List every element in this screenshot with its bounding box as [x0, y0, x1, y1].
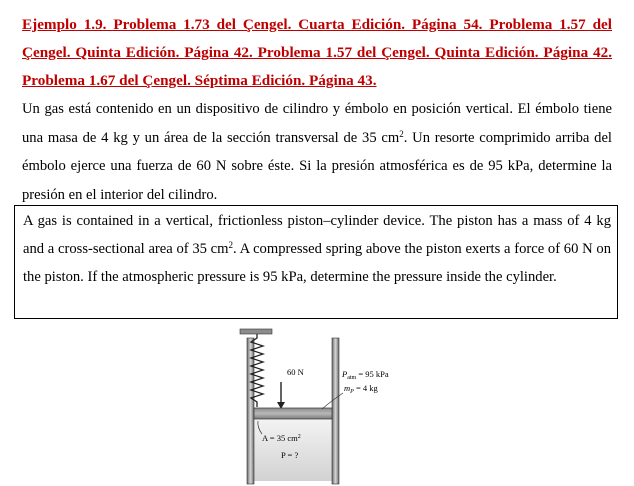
spanish-text-part2: . Un resorte comprimido arriba del émbolo ejerce una fuerza de 60 N sobre éste. Si la presión atmosférica es de 95 kPa, determine la presión en el interior del cilindro.: [22, 129, 612, 203]
piston: [254, 408, 332, 419]
cylinder-pressure-label: P = ?: [281, 450, 299, 460]
english-text-part1: A gas is contained in a vertical, frictionless piston–cylinder device. The piston has a mass of 4 kg and a cross-sectional area of 35 cm: [23, 213, 611, 257]
cylinder-top-plate: [240, 329, 272, 334]
area-label: [262, 433, 301, 443]
area-text: A = 35 cm: [262, 433, 298, 443]
cylinder-right-wall: [332, 338, 339, 484]
mass-symbol: m: [344, 383, 351, 393]
problem-heading: Ejemplo 1.9. Problema 1.73 del Çengel. Cuarta Edición. Página 54. Problema 1.57 del Çengel. Quinta Edición. Página 42. Problema 1.57 del Çengel. Quinta Edición. Página 42. Problema 1.67 del Çengel. Séptima Edición. Página 43.: [22, 16, 612, 89]
english-area-exponent: 2: [228, 240, 234, 250]
atmospheric-pressure-label: [341, 369, 389, 381]
mass-value: = 4 kg: [353, 383, 378, 393]
english-text-part2: . A compressed spring above the piston exerts a force of 60 N on the piston. If the atmospheric pressure is 95 kPa, determine the pressure inside the cylinder.: [23, 241, 611, 285]
p-atm-subscript: atm: [347, 375, 357, 381]
piston-mass-label: [344, 383, 378, 395]
cylinder-left-wall: [247, 338, 254, 484]
p-atm-value: = 95 kPa: [356, 369, 389, 379]
spring-force-label: 60 N: [287, 367, 304, 377]
p-atm-symbol: P: [342, 369, 348, 379]
spanish-area-exponent: 2: [399, 128, 404, 139]
mass-subscript: P: [350, 389, 354, 395]
area-exponent: 2: [297, 434, 301, 440]
spanish-text-part1: Un gas está contenido en un dispositivo de cilindro y émbolo en posición vertical. El émbolo tiene una masa de 4 kg y un área de la sección transversal de 35 cm: [22, 101, 612, 146]
